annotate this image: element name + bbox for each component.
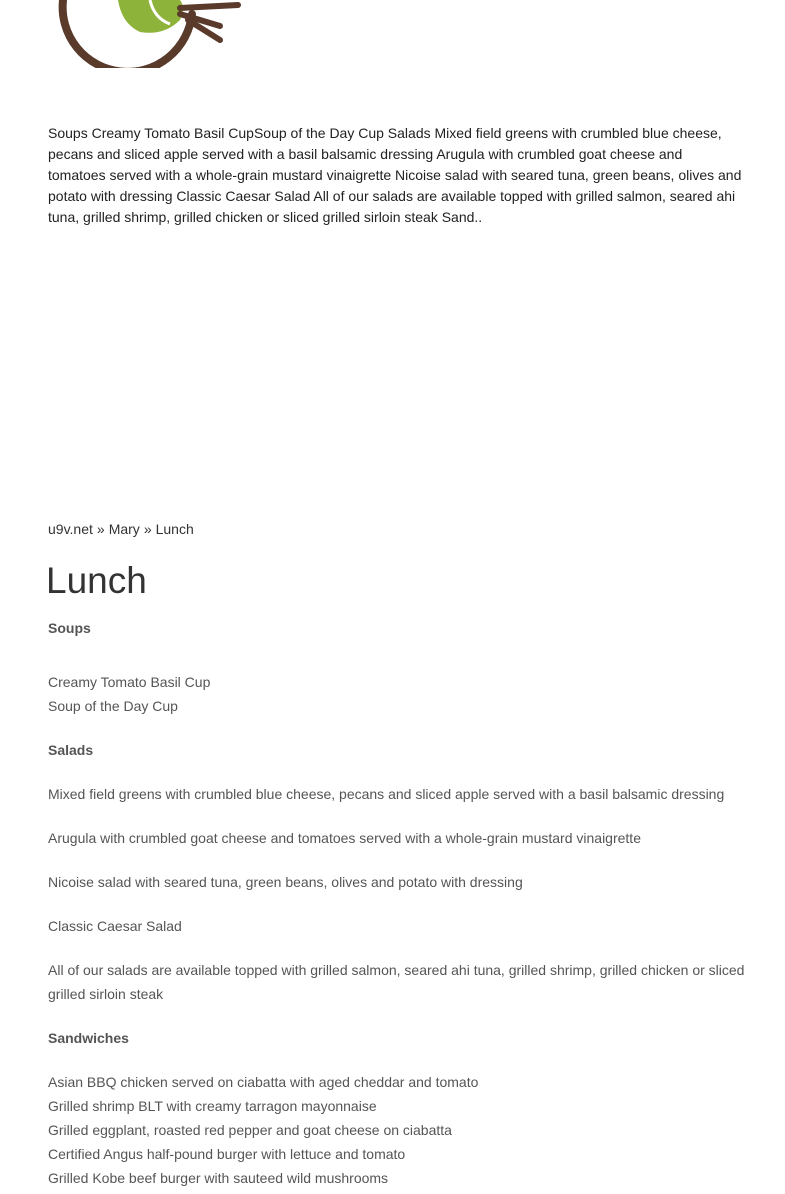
logo-stroke-1	[180, 5, 238, 8]
menu-item: Soup of the Day Cup	[48, 698, 178, 714]
ad-space	[48, 250, 743, 490]
section-heading-salads: Salads	[48, 742, 94, 758]
breadcrumb-separator: »	[143, 521, 152, 537]
spacer	[48, 1006, 748, 1026]
breadcrumb-category[interactable]: Mary	[108, 521, 140, 537]
menu-item: Nicoise salad with seared tuna, green beans, olives and potato with dressing	[48, 874, 523, 890]
spacer	[48, 806, 748, 826]
breadcrumb-current[interactable]: Lunch	[155, 521, 194, 537]
breadcrumb	[48, 519, 194, 539]
section-heading-soups: Soups	[48, 620, 91, 636]
menu-item: Arugula with crumbled goat cheese and tomatoes served with a whole-grain mustard vinaigrette	[48, 830, 641, 846]
breadcrumb-home[interactable]: u9v.net	[48, 521, 93, 537]
spacer	[48, 762, 748, 782]
spacer	[48, 718, 748, 738]
spacer	[48, 938, 748, 958]
spacer	[48, 1050, 748, 1070]
spacer	[48, 640, 748, 670]
menu-item: Grilled Kobe beef burger with sauteed wild mushrooms	[48, 1170, 389, 1186]
site-logo[interactable]	[30, 0, 245, 68]
menu-item: Classic Caesar Salad	[48, 918, 182, 934]
spacer	[48, 894, 748, 914]
menu-item: Mixed field greens with crumbled blue cheese, pecans and sliced apple served with a basil balsamic dressing	[48, 786, 725, 802]
breadcrumb-separator: »	[96, 521, 105, 537]
menu-content	[48, 616, 748, 1190]
menu-item: Grilled shrimp BLT with creamy tarragon mayonnaise	[48, 1098, 377, 1114]
spacer	[48, 850, 748, 870]
menu-item: Asian BBQ chicken served on ciabatta with aged cheddar and tomato	[48, 1074, 479, 1090]
section-heading-sandwiches: Sandwiches	[48, 1030, 129, 1046]
menu-item: All of our salads are available topped with grilled salmon, seared ahi tuna, grilled shrimp, grilled chicken or sliced grilled sirloin steak	[48, 962, 745, 1002]
page-title: Lunch	[46, 560, 147, 601]
menu-item: Certified Angus half-pound burger with lettuce and tomato	[48, 1146, 406, 1162]
page-summary: Soups Creamy Tomato Basil CupSoup of the Day Cup Salads Mixed field greens with crumbled blue cheese, pecans and sliced apple served with a basil balsamic dressing Arugula with crumbled goat cheese and tomatoes served with a whole-grain mustard vinaigrette Nicoise salad with seared tuna, green beans, olives and potato with dressing Classic Caesar Salad All of our salads are available topped with grilled salmon, seared ahi tuna, grilled shrimp, grilled chicken or sliced grilled sirloin steak Sand..	[48, 125, 742, 225]
menu-item: Creamy Tomato Basil Cup	[48, 674, 211, 690]
menu-item: Grilled eggplant, roasted red pepper and goat cheese on ciabatta	[48, 1122, 452, 1138]
